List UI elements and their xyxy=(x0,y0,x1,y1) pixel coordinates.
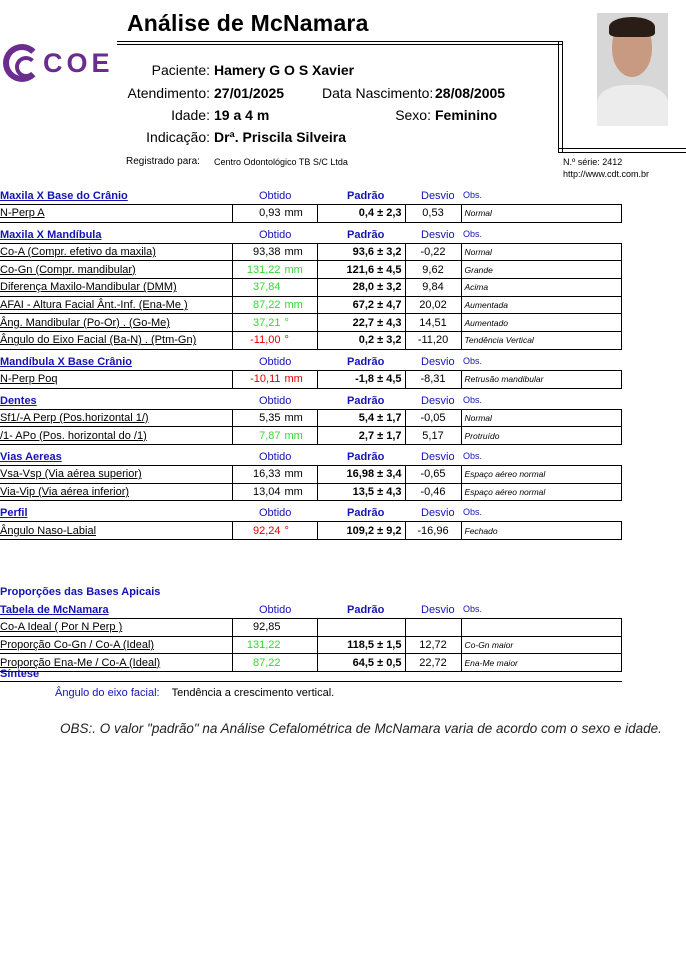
row-obs: Espaço aéreo normal xyxy=(461,483,622,501)
col-desvio: Desvio xyxy=(421,507,455,520)
row-label: AFAI - Altura Facial Ânt.-Inf. (Ena-Me ) xyxy=(0,296,232,314)
row-obtido xyxy=(232,205,317,223)
obtido-value: 131,22 xyxy=(246,638,281,651)
paciente-label: Paciente: xyxy=(151,62,210,78)
section-header xyxy=(0,223,686,241)
section-title: Maxila X Base do Crânio xyxy=(0,190,128,202)
row-obs: Grande xyxy=(461,261,622,279)
col-obs: Obs. xyxy=(463,190,483,200)
row-padrao: 0,2 ± 3,2 xyxy=(317,332,405,350)
sintese-row xyxy=(55,687,334,699)
row-desvio: -0,22 xyxy=(405,243,461,261)
col-padrao: Padrão xyxy=(347,603,385,616)
indicacao-value: Drª. Priscila Silveira xyxy=(214,129,347,145)
spacer xyxy=(0,540,686,580)
row-label: N-Perp Poq xyxy=(0,370,232,388)
row-obs: Espaço aéreo normal xyxy=(461,465,622,483)
obtido-value: 5,35 xyxy=(259,411,281,424)
row-desvio: -11,20 xyxy=(405,332,461,350)
results-table xyxy=(0,465,622,501)
row-obs: Normal xyxy=(461,409,622,427)
row-label: Ângulo Naso-Labial xyxy=(0,522,232,540)
obtido-value: 37,21 xyxy=(252,316,281,329)
table-row xyxy=(0,279,622,297)
row-padrao: 121,6 ± 4,5 xyxy=(317,261,405,279)
col-padrao: Padrão xyxy=(347,507,385,520)
col-desvio: Desvio xyxy=(421,450,455,463)
row-desvio: -0,65 xyxy=(405,465,461,483)
page-title: Análise de McNamara xyxy=(127,10,369,36)
col-desvio: Desvio xyxy=(421,603,455,616)
table-row xyxy=(0,296,622,314)
col-obtido: Obtido xyxy=(259,355,292,368)
header-frame-line xyxy=(558,148,686,153)
idade-value: 19 a 4 m xyxy=(214,107,270,123)
row-desvio: 20,02 xyxy=(405,296,461,314)
row-obtido xyxy=(232,332,317,350)
paciente-value: Hamery G O S Xavier xyxy=(214,62,355,78)
indicacao-label: Indicação: xyxy=(146,129,210,145)
row-desvio: -8,31 xyxy=(405,370,461,388)
obtido-value: 0,93 xyxy=(259,207,281,220)
col-obtido: Obtido xyxy=(259,228,292,241)
row-obs: Tendência Vertical xyxy=(461,332,622,350)
row-desvio xyxy=(405,618,461,636)
results-table xyxy=(0,243,622,350)
row-padrao: 118,5 ± 1,5 xyxy=(317,636,405,654)
obtido-value: -10,11 xyxy=(250,373,281,386)
sintese-value: Tendência a crescimento vertical. xyxy=(171,687,335,699)
row-padrao: 0,4 ± 2,3 xyxy=(317,205,405,223)
col-obtido: Obtido xyxy=(259,394,292,407)
row-label: Proporção Ena-Me / Co-A (Ideal) xyxy=(0,654,232,672)
row-label: Co-A Ideal ( Por N Perp ) xyxy=(0,618,232,636)
col-padrao: Padrão xyxy=(347,450,385,463)
row-obs: Ena-Me maior xyxy=(461,654,622,672)
row-padrao: 2,7 ± 1,7 xyxy=(317,427,405,445)
row-padrao: 64,5 ± 0,5 xyxy=(317,654,405,672)
obtido-value: 92,85 xyxy=(252,621,281,634)
row-desvio: -0,46 xyxy=(405,483,461,501)
row-obtido xyxy=(232,279,317,297)
obtido-value: 16,33 xyxy=(252,468,281,481)
registrado-value: Centro Odontológico TB S/C Ltda xyxy=(214,157,348,167)
table-row xyxy=(0,427,622,445)
table-row xyxy=(0,261,622,279)
section-title: Maxila X Mandíbula xyxy=(0,228,102,241)
obtido-unit: mm xyxy=(284,485,303,498)
row-label: Âng. Mandibular (Po-Or) . (Go-Me) xyxy=(0,314,232,332)
obtido-unit: mm xyxy=(284,373,303,386)
row-obtido xyxy=(232,618,317,636)
obtido-unit: mm xyxy=(284,429,303,442)
obtido-value: -11,00 xyxy=(250,334,281,347)
table-row xyxy=(0,409,622,427)
col-padrao: Padrão xyxy=(347,190,385,202)
obtido-unit: mm xyxy=(284,207,303,220)
row-padrao: -1,8 ± 4,5 xyxy=(317,370,405,388)
row-obtido xyxy=(232,465,317,483)
row-obtido xyxy=(232,522,317,540)
section-title: Tabela de McNamara xyxy=(0,603,109,616)
row-obs: Aumentado xyxy=(461,314,622,332)
table-row xyxy=(0,483,622,501)
section-title: Mandíbula X Base Crânio xyxy=(0,355,133,368)
nascimento-value: 28/08/2005 xyxy=(435,85,506,101)
row-obtido xyxy=(232,314,317,332)
row-obtido xyxy=(232,483,317,501)
row-desvio: 9,84 xyxy=(405,279,461,297)
row-desvio: 12,72 xyxy=(405,636,461,654)
col-padrao: Padrão xyxy=(347,394,385,407)
col-obs: Obs. xyxy=(463,450,483,461)
row-obs: Normal xyxy=(461,243,622,261)
table-row xyxy=(0,314,622,332)
obtido-unit: mm xyxy=(284,246,303,259)
row-label: Via-Vip (Via aérea inferior) xyxy=(0,483,232,501)
logo-text: COE xyxy=(43,47,114,78)
row-obs: Fechado xyxy=(461,522,622,540)
row-label: Co-Gn (Compr. mandibular) xyxy=(0,261,232,279)
row-label: Ângulo do Eixo Facial (Ba-N) . (Ptm-Gn) xyxy=(0,332,232,350)
section-title: Perfil xyxy=(0,507,28,520)
col-obs: Obs. xyxy=(463,394,483,405)
sexo-label: Sexo: xyxy=(395,107,431,123)
obtido-value: 93,38 xyxy=(252,246,281,259)
table-row xyxy=(0,522,622,540)
website: http://www.cdt.com.br xyxy=(563,169,650,179)
table-row xyxy=(0,205,622,223)
row-obtido xyxy=(232,261,317,279)
obtido-value: 37,84 xyxy=(252,281,281,294)
section-header xyxy=(0,350,686,368)
row-desvio: 0,53 xyxy=(405,205,461,223)
row-padrao: 28,0 ± 3,2 xyxy=(317,279,405,297)
row-desvio: 5,17 xyxy=(405,427,461,445)
row-desvio: 14,51 xyxy=(405,314,461,332)
table-row xyxy=(0,243,622,261)
patient-photo xyxy=(597,13,668,126)
row-obtido xyxy=(232,243,317,261)
row-obtido xyxy=(232,636,317,654)
header-frame-line xyxy=(117,41,562,45)
col-obs: Obs. xyxy=(463,355,483,366)
table-row xyxy=(0,465,622,483)
row-padrao: 22,7 ± 4,3 xyxy=(317,314,405,332)
table-row xyxy=(0,332,622,350)
col-obtido: Obtido xyxy=(259,450,292,463)
row-label: Co-A (Compr. efetivo da maxila) xyxy=(0,243,232,261)
row-label: Sf1/-A Perp (Pos.horizontal 1/) xyxy=(0,409,232,427)
obtido-value: 7,87 xyxy=(259,429,281,442)
row-label: Proporção Co-Gn / Co-A (Ideal) xyxy=(0,636,232,654)
obtido-value: 13,04 xyxy=(252,485,281,498)
col-obtido: Obtido xyxy=(259,603,292,616)
obtido-value: 92,24 xyxy=(252,524,281,537)
sintese-key: Ângulo do eixo facial: xyxy=(55,687,160,699)
row-padrao: 13,5 ± 4,3 xyxy=(317,483,405,501)
row-padrao: 5,4 ± 1,7 xyxy=(317,409,405,427)
atendimento-value: 27/01/2025 xyxy=(214,85,285,101)
col-padrao: Padrão xyxy=(347,228,385,241)
proporcoes-title: Proporções das Bases Apicais xyxy=(0,585,161,598)
obtido-unit: ° xyxy=(284,316,289,329)
row-desvio: 9,62 xyxy=(405,261,461,279)
results-table xyxy=(0,204,622,223)
row-padrao: 109,2 ± 9,2 xyxy=(317,522,405,540)
row-obs: Normal xyxy=(461,205,622,223)
section-header xyxy=(0,445,686,463)
obtido-unit: mm xyxy=(284,468,303,481)
proporcoes-heading xyxy=(0,580,686,598)
obs-note: OBS:. O valor "padrão" na Análise Cefalométrica de McNamara varia de acordo com o sexo e idade. xyxy=(60,721,662,736)
table-row xyxy=(0,636,622,654)
col-padrao: Padrão xyxy=(347,355,385,368)
nascimento-label: Data Nascimento: xyxy=(322,85,434,101)
row-obs: Aumentada xyxy=(461,296,622,314)
row-desvio: 22,72 xyxy=(405,654,461,672)
row-obs xyxy=(461,618,622,636)
row-obs: Protruído xyxy=(461,427,622,445)
row-obtido xyxy=(232,370,317,388)
obtido-value: 87,22 xyxy=(252,299,281,312)
section-header xyxy=(0,501,686,519)
idade-label: Idade: xyxy=(171,107,210,123)
registrado-label: Registrado para: xyxy=(126,156,200,167)
col-desvio: Desvio xyxy=(421,228,455,241)
col-obtido: Obtido xyxy=(259,507,292,520)
row-obs: Co-Gn maior xyxy=(461,636,622,654)
row-padrao xyxy=(317,618,405,636)
section-title: Dentes xyxy=(0,394,37,407)
section-header xyxy=(0,184,686,202)
col-desvio: Desvio xyxy=(421,355,455,368)
obtido-unit: ° xyxy=(284,334,289,347)
obtido-unit: mm xyxy=(284,263,303,276)
col-obtido: Obtido xyxy=(259,190,292,202)
section-title: Vias Aereas xyxy=(0,450,62,463)
row-obtido xyxy=(232,409,317,427)
obtido-unit: mm xyxy=(284,411,303,424)
col-desvio: Desvio xyxy=(421,394,455,407)
section-header xyxy=(0,389,686,407)
row-label: Vsa-Vsp (Via aérea superior) xyxy=(0,465,232,483)
col-desvio: Desvio xyxy=(421,190,455,202)
row-label: N-Perp A xyxy=(0,205,232,223)
row-obtido xyxy=(232,296,317,314)
row-padrao: 93,6 ± 3,2 xyxy=(317,243,405,261)
atendimento-label: Atendimento: xyxy=(127,85,210,101)
results-table xyxy=(0,618,622,672)
results-table xyxy=(0,521,622,540)
results-table xyxy=(0,409,622,445)
row-desvio: -16,96 xyxy=(405,522,461,540)
results-table xyxy=(0,370,622,389)
obtido-unit: mm xyxy=(284,299,303,312)
row-padrao: 67,2 ± 4,7 xyxy=(317,296,405,314)
header-frame-line xyxy=(558,41,563,153)
obtido-value: 87,22 xyxy=(252,656,281,669)
col-obs: Obs. xyxy=(463,228,483,239)
results-sections xyxy=(0,184,686,672)
serie-number: N.º série: 2412 xyxy=(563,157,623,167)
col-obs: Obs. xyxy=(463,603,483,614)
row-obs: Retrusão mandibular xyxy=(461,370,622,388)
section-header xyxy=(0,598,686,616)
col-obs: Obs. xyxy=(463,507,483,518)
table-row xyxy=(0,618,622,636)
row-label: Diferença Maxilo-Mandibular (DMM) xyxy=(0,279,232,297)
sintese-heading: Síntese xyxy=(0,668,622,682)
row-label: /1- APo (Pos. horizontal do /1) xyxy=(0,427,232,445)
obtido-value: 131,22 xyxy=(246,263,281,276)
table-row xyxy=(0,370,622,388)
row-desvio: -0,05 xyxy=(405,409,461,427)
sexo-value: Feminino xyxy=(435,107,498,123)
row-obtido xyxy=(232,427,317,445)
obtido-unit: ° xyxy=(284,524,289,537)
row-padrao: 16,98 ± 3,4 xyxy=(317,465,405,483)
row-obs: Acima xyxy=(461,279,622,297)
